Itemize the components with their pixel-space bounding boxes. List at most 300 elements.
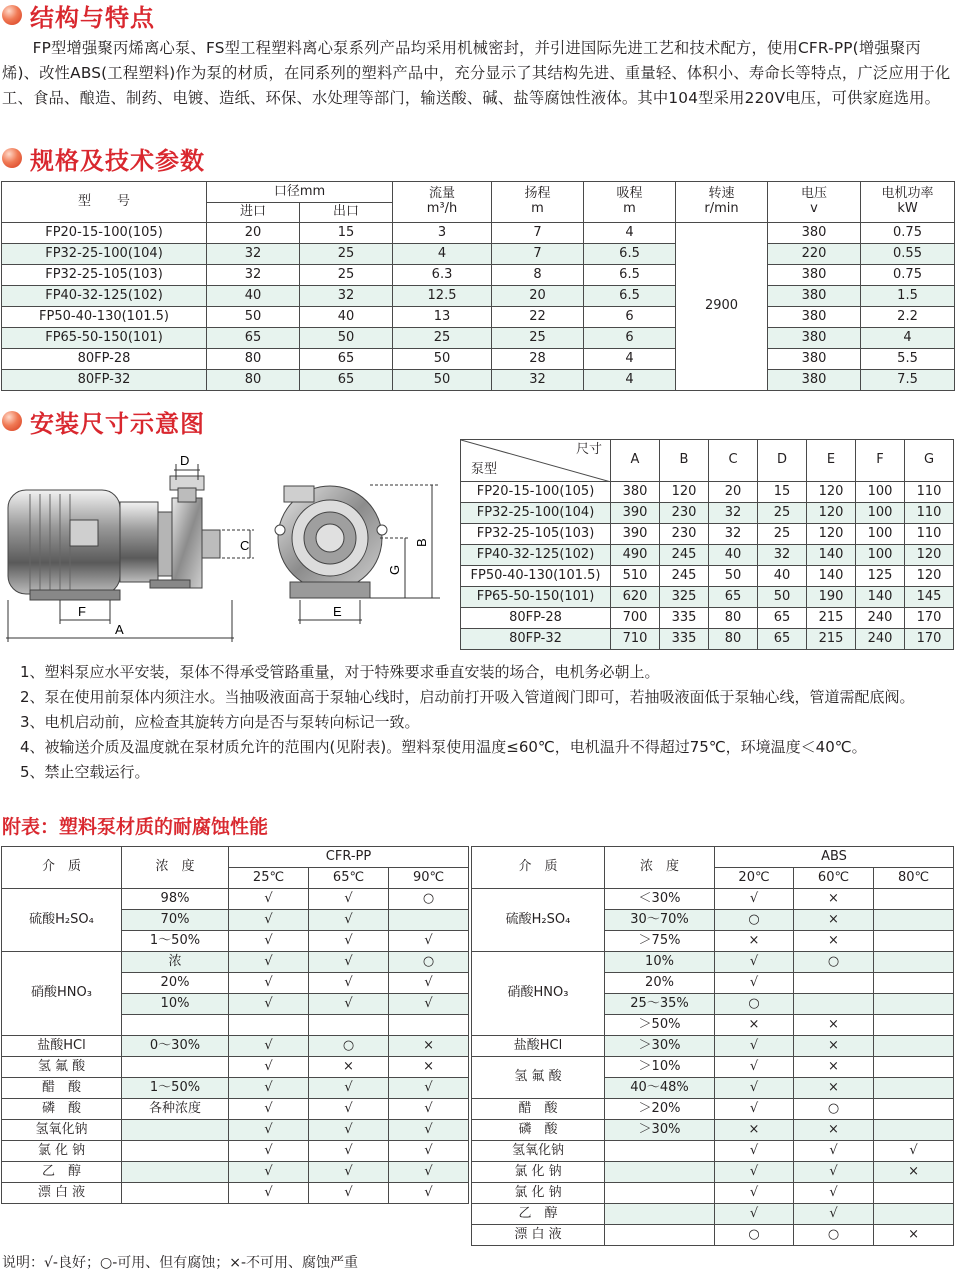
table-row (2, 1120, 469, 1141)
rating-cell: √ (229, 1120, 309, 1141)
rating-cell: √ (309, 994, 389, 1015)
rating-cell: √ (874, 1141, 954, 1162)
concentration-cell (122, 1162, 229, 1183)
medium-cell: 乙 醇 (2, 1162, 122, 1183)
table-row (461, 629, 954, 650)
pump-dimension-diagram (0, 450, 455, 645)
model-cell: FP32-25-100(104) (461, 503, 611, 524)
table-row (472, 1057, 954, 1078)
cell: 140 (807, 545, 856, 566)
cell: 80 (709, 629, 758, 650)
dim-col-a: A (611, 440, 660, 482)
medium-cell: 漂 白 液 (472, 1225, 605, 1246)
medium-cell: 氯 化 钠 (2, 1141, 122, 1162)
cell: 80 (207, 370, 300, 391)
rating-cell (874, 1204, 954, 1225)
rating-cell: √ (794, 1204, 874, 1225)
medium-cell: 盐酸HCl (2, 1036, 122, 1057)
medium-cell: 硫酸H₂SO₄ (2, 889, 122, 952)
section-title-structure: 结构与特点 (2, 0, 155, 30)
rating-cell: √ (389, 1141, 469, 1162)
cell: 32 (492, 370, 584, 391)
concentration-cell: ＞50% (605, 1015, 715, 1036)
cell: 32 (207, 265, 300, 286)
rating-cell (874, 994, 954, 1015)
rating-cell (874, 1183, 954, 1204)
medium-cell: 磷 酸 (472, 1120, 605, 1141)
concentration-cell (122, 1120, 229, 1141)
rating-cell: √ (309, 1078, 389, 1099)
table-row (461, 503, 954, 524)
medium-cell: 硝酸HNO₃ (2, 952, 122, 1036)
rating-cell: ○ (309, 1036, 389, 1057)
table-row (2, 286, 955, 307)
cell: 4 (584, 223, 676, 244)
cell: 140 (856, 587, 905, 608)
install-notes (2, 660, 960, 785)
rating-cell: × (794, 1036, 874, 1057)
rating-cell: √ (794, 1162, 874, 1183)
cell: 8 (492, 265, 584, 286)
cell: 20 (207, 223, 300, 244)
concentration-cell: ＞30% (605, 1120, 715, 1141)
medium-cell: 硫酸H₂SO₄ (472, 889, 605, 952)
table-row (472, 1036, 954, 1057)
concentration-cell: 10% (605, 952, 715, 973)
table-row (461, 524, 954, 545)
note-item: 2、泵在使用前泵体内须注水。当抽吸液面高于泵轴心线时，启动前打开吸入管道阀门即可，若抽吸液面低于泵轴心线，管道需配底阀。 (20, 688, 915, 706)
table-row (2, 265, 955, 286)
spec-table (1, 181, 955, 391)
rating-cell: √ (309, 973, 389, 994)
col-flow: 流量 m³/h (393, 182, 492, 223)
cell: 100 (856, 524, 905, 545)
col-temp: 25℃ (229, 868, 309, 889)
cell: 220 (768, 244, 861, 265)
legend-note: 说明：√-良好；○-可用、但有腐蚀；×-不可用、腐蚀严重 (2, 1255, 359, 1270)
col-model: 型 号 (2, 182, 207, 223)
rating-cell: √ (794, 1141, 874, 1162)
table-row (472, 1225, 954, 1246)
cell: 6.3 (393, 265, 492, 286)
model-cell: FP65-50-150(101) (2, 328, 207, 349)
cell: 100 (856, 545, 905, 566)
dim-col-e: E (807, 440, 856, 482)
cell: 110 (905, 482, 954, 503)
medium-cell: 乙 醇 (472, 1204, 605, 1225)
rating-cell: × (715, 1015, 794, 1036)
cell: 140 (807, 566, 856, 587)
col-cfrpp: CFR-PP (229, 847, 469, 868)
cell: 215 (807, 608, 856, 629)
cell: 80 (709, 608, 758, 629)
col-concentration: 浓 度 (122, 847, 229, 889)
cell: 65 (709, 587, 758, 608)
table-row (472, 1183, 954, 1204)
cell: 170 (905, 629, 954, 650)
cell: 50 (709, 566, 758, 587)
rating-cell: √ (309, 1141, 389, 1162)
cell: 50 (207, 307, 300, 328)
rating-cell: √ (309, 952, 389, 973)
rating-cell: √ (389, 1099, 469, 1120)
rating-cell: √ (715, 1204, 794, 1225)
cell: 6.5 (584, 286, 676, 307)
cell: 15 (758, 482, 807, 503)
cell: 40 (300, 307, 393, 328)
rating-cell (389, 1015, 469, 1036)
table-row (2, 1183, 469, 1204)
note-item: 4、被输送介质及温度就在泵材质允许的范围内(见附表)。塑料泵使用温度≤60℃，电机温升不得超过75℃，环境温度＜40℃。 (20, 738, 867, 756)
cell: 700 (611, 608, 660, 629)
dim-label-d: D (180, 453, 190, 468)
medium-cell: 硝酸HNO₃ (472, 952, 605, 1036)
dim-col-g: G (905, 440, 954, 482)
col-temp: 20℃ (715, 868, 794, 889)
rating-cell: √ (309, 1183, 389, 1204)
cell: 245 (660, 545, 709, 566)
cell: 335 (660, 629, 709, 650)
medium-cell: 氢氧化钠 (472, 1141, 605, 1162)
rating-cell: √ (229, 973, 309, 994)
cell: 380 (768, 349, 861, 370)
appendix-title: 附表：塑料泵材质的耐腐蚀性能 (2, 816, 269, 838)
concentration-cell: 各种浓度 (122, 1099, 229, 1120)
model-cell: FP20-15-100(105) (2, 223, 207, 244)
dim-label-g: G (387, 564, 402, 575)
cell: 380 (768, 328, 861, 349)
rating-cell: √ (389, 1078, 469, 1099)
cell: 5.5 (861, 349, 955, 370)
rating-cell: × (794, 1057, 874, 1078)
note-item: 1、塑料泵应水平安装，泵体不得承受管路重量，对于特殊要求垂直安装的场合，电机务必朝上。 (20, 663, 660, 681)
rating-cell (794, 994, 874, 1015)
model-cell: FP65-50-150(101) (461, 587, 611, 608)
concentration-cell (605, 1183, 715, 1204)
col-inlet: 进口 (207, 203, 300, 223)
cell: 32 (758, 545, 807, 566)
concentration-cell (605, 1162, 715, 1183)
cell: 335 (660, 608, 709, 629)
rating-cell: √ (309, 1162, 389, 1183)
rating-cell: √ (229, 952, 309, 973)
model-cell: 80FP-32 (461, 629, 611, 650)
concentration-cell: 40～48% (605, 1078, 715, 1099)
cell: 50 (300, 328, 393, 349)
cell: 7 (492, 223, 584, 244)
model-cell: 80FP-28 (461, 608, 611, 629)
rating-cell: × (389, 1036, 469, 1057)
dim-col-f: F (856, 440, 905, 482)
rating-cell (874, 1057, 954, 1078)
cell: 40 (709, 545, 758, 566)
concentration-cell: 10% (122, 994, 229, 1015)
cell: 4 (393, 244, 492, 265)
concentration-cell: 30～70% (605, 910, 715, 931)
cell: 110 (905, 503, 954, 524)
table-row (2, 223, 955, 244)
cell: 170 (905, 608, 954, 629)
cell: 380 (768, 223, 861, 244)
rating-cell: √ (309, 1099, 389, 1120)
cell: 22 (492, 307, 584, 328)
rating-cell: √ (715, 1036, 794, 1057)
table-row (2, 370, 955, 391)
cell: 380 (611, 482, 660, 503)
dim-label-c: C (240, 538, 250, 553)
cell: 40 (758, 566, 807, 587)
model-cell: FP20-15-100(105) (461, 482, 611, 503)
dim-corner-header: 尺寸 泵型 (461, 440, 611, 482)
cell: 32 (709, 503, 758, 524)
rating-cell: √ (389, 1120, 469, 1141)
bullet-icon (2, 5, 22, 25)
concentration-cell: 98% (122, 889, 229, 910)
cell: 125 (856, 566, 905, 587)
cell: 190 (807, 587, 856, 608)
col-temp: 90℃ (389, 868, 469, 889)
cell: 6 (584, 328, 676, 349)
rating-cell: √ (794, 1183, 874, 1204)
rating-cell (874, 1015, 954, 1036)
rating-cell: ○ (715, 1225, 794, 1246)
dim-label-a: A (115, 622, 124, 637)
concentration-cell: 浓 (122, 952, 229, 973)
cell: 6.5 (584, 265, 676, 286)
cell: 230 (660, 503, 709, 524)
model-cell: FP40-32-125(102) (461, 545, 611, 566)
note-item: 3、电机启动前，应检查其旋转方向是否与泵转向标记一致。 (20, 713, 420, 731)
cell: 32 (300, 286, 393, 307)
rating-cell (794, 973, 874, 994)
table-row (2, 1057, 469, 1078)
cell: 0.55 (861, 244, 955, 265)
rating-cell: √ (229, 910, 309, 931)
medium-cell: 醋 酸 (472, 1099, 605, 1120)
col-outlet: 出口 (300, 203, 393, 223)
concentration-cell (605, 1225, 715, 1246)
concentration-cell: 1～50% (122, 1078, 229, 1099)
model-cell: 80FP-28 (2, 349, 207, 370)
concentration-cell: ＜30% (605, 889, 715, 910)
cell: 50 (393, 370, 492, 391)
cell: 390 (611, 524, 660, 545)
dim-label-b: B (414, 538, 429, 547)
concentration-cell: 70% (122, 910, 229, 931)
table-row (472, 1141, 954, 1162)
cell: 120 (905, 566, 954, 587)
rating-cell (874, 1099, 954, 1120)
concentration-cell: ＞30% (605, 1036, 715, 1057)
cell: 380 (768, 370, 861, 391)
cell: 100 (856, 503, 905, 524)
cell: 50 (393, 349, 492, 370)
cell: 40 (207, 286, 300, 307)
rating-cell (229, 1015, 309, 1036)
rating-cell: √ (229, 1057, 309, 1078)
rating-cell: √ (389, 1183, 469, 1204)
rating-cell: √ (715, 1183, 794, 1204)
rating-cell: √ (229, 931, 309, 952)
rating-cell: × (715, 931, 794, 952)
model-cell: FP50-40-130(101.5) (2, 307, 207, 328)
dim-col-d: D (758, 440, 807, 482)
rating-cell: √ (229, 1036, 309, 1057)
note-item: 5、禁止空载运行。 (20, 763, 150, 781)
rating-cell: ○ (389, 952, 469, 973)
col-power: 电机功率 kW (861, 182, 955, 223)
table-row (2, 889, 469, 910)
concentration-cell: 25～35% (605, 994, 715, 1015)
cell: 28 (492, 349, 584, 370)
rating-cell (874, 1120, 954, 1141)
medium-cell: 氢氧化钠 (2, 1120, 122, 1141)
cell: 380 (768, 307, 861, 328)
table-row (2, 1078, 469, 1099)
concentration-cell: ＞10% (605, 1057, 715, 1078)
table-row (2, 328, 955, 349)
table-row (2, 1099, 469, 1120)
concentration-cell: 1～50% (122, 931, 229, 952)
medium-cell: 漂 白 液 (2, 1183, 122, 1204)
rating-cell: √ (309, 910, 389, 931)
concentration-cell: 0～30% (122, 1036, 229, 1057)
rating-cell (874, 1036, 954, 1057)
table-row (2, 349, 955, 370)
table-row (2, 1141, 469, 1162)
col-head: 扬程 m (492, 182, 584, 223)
col-temp: 80℃ (874, 868, 954, 889)
col-suction: 吸程 m (584, 182, 676, 223)
table-row (461, 608, 954, 629)
table-row (461, 566, 954, 587)
dim-col-c: C (709, 440, 758, 482)
table-row (2, 1162, 469, 1183)
cell: 20 (709, 482, 758, 503)
medium-cell: 氢 氟 酸 (2, 1057, 122, 1078)
rating-cell: √ (715, 889, 794, 910)
cell: 1.5 (861, 286, 955, 307)
cell: 230 (660, 524, 709, 545)
cell: 510 (611, 566, 660, 587)
cell: 3 (393, 223, 492, 244)
cell: 2.2 (861, 307, 955, 328)
cell: 20 (492, 286, 584, 307)
rating-cell: √ (715, 1099, 794, 1120)
rating-cell: √ (715, 952, 794, 973)
table-row (472, 952, 954, 973)
concentration-cell (605, 1141, 715, 1162)
cell: 620 (611, 587, 660, 608)
cell: 4 (584, 349, 676, 370)
section-title-spec: 规格及技术参数 (2, 143, 205, 173)
table-row (472, 1099, 954, 1120)
concentration-cell (122, 1183, 229, 1204)
rating-cell (874, 973, 954, 994)
rating-cell: × (794, 1078, 874, 1099)
concentration-cell: 20% (122, 973, 229, 994)
table-row (461, 545, 954, 566)
concentration-cell: 20% (605, 973, 715, 994)
cell: 15 (300, 223, 393, 244)
concentration-cell (605, 1204, 715, 1225)
cell: 120 (660, 482, 709, 503)
rating-cell (389, 910, 469, 931)
table-row (472, 1120, 954, 1141)
cell: 32 (207, 244, 300, 265)
cell: 390 (611, 503, 660, 524)
cell: 65 (758, 629, 807, 650)
medium-cell: 盐酸HCl (472, 1036, 605, 1057)
side-view (6, 453, 254, 642)
medium-cell: 氢 氟 酸 (472, 1057, 605, 1099)
table-row (472, 1204, 954, 1225)
table-row (472, 1162, 954, 1183)
rating-cell: ○ (715, 910, 794, 931)
cell: 490 (611, 545, 660, 566)
dim-col-b: B (660, 440, 709, 482)
cell: 65 (300, 349, 393, 370)
cell: 7.5 (861, 370, 955, 391)
cell: 7 (492, 244, 584, 265)
cell: 13 (393, 307, 492, 328)
cell: 4 (861, 328, 955, 349)
col-caliber: 口径mm (207, 182, 393, 203)
table-row (461, 587, 954, 608)
model-cell: FP32-25-100(104) (2, 244, 207, 265)
rating-cell: √ (389, 994, 469, 1015)
col-speed: 转速 r/min (676, 182, 768, 223)
rating-cell: × (794, 910, 874, 931)
cell: 120 (807, 524, 856, 545)
rating-cell: ○ (794, 952, 874, 973)
cell: 25 (758, 524, 807, 545)
rating-cell: √ (715, 1162, 794, 1183)
col-abs: ABS (715, 847, 954, 868)
rating-cell: √ (715, 1078, 794, 1099)
table-row (2, 1036, 469, 1057)
table-row (461, 482, 954, 503)
col-temp: 60℃ (794, 868, 874, 889)
cell: 145 (905, 587, 954, 608)
dim-label-e: E (333, 604, 342, 619)
rating-cell: √ (389, 931, 469, 952)
cell: 325 (660, 587, 709, 608)
rating-cell: √ (309, 1120, 389, 1141)
table-row (2, 952, 469, 973)
dimension-table (460, 439, 954, 650)
cell: 6.5 (584, 244, 676, 265)
model-cell: FP40-32-125(102) (2, 286, 207, 307)
front-view (275, 485, 440, 624)
rating-cell (874, 952, 954, 973)
concentration-cell: ＞20% (605, 1099, 715, 1120)
rating-cell: × (794, 1120, 874, 1141)
medium-cell: 氯 化 钠 (472, 1183, 605, 1204)
col-voltage: 电压 v (768, 182, 861, 223)
table-row (2, 244, 955, 265)
cell: 110 (905, 524, 954, 545)
cell: 120 (905, 545, 954, 566)
cell: 65 (300, 370, 393, 391)
cell: 120 (807, 503, 856, 524)
concentration-cell (122, 1057, 229, 1078)
rating-cell: ○ (389, 889, 469, 910)
rating-cell: √ (309, 931, 389, 952)
model-cell: FP32-25-105(103) (461, 524, 611, 545)
corrosion-table-abs (471, 846, 954, 1246)
cell: 65 (758, 608, 807, 629)
